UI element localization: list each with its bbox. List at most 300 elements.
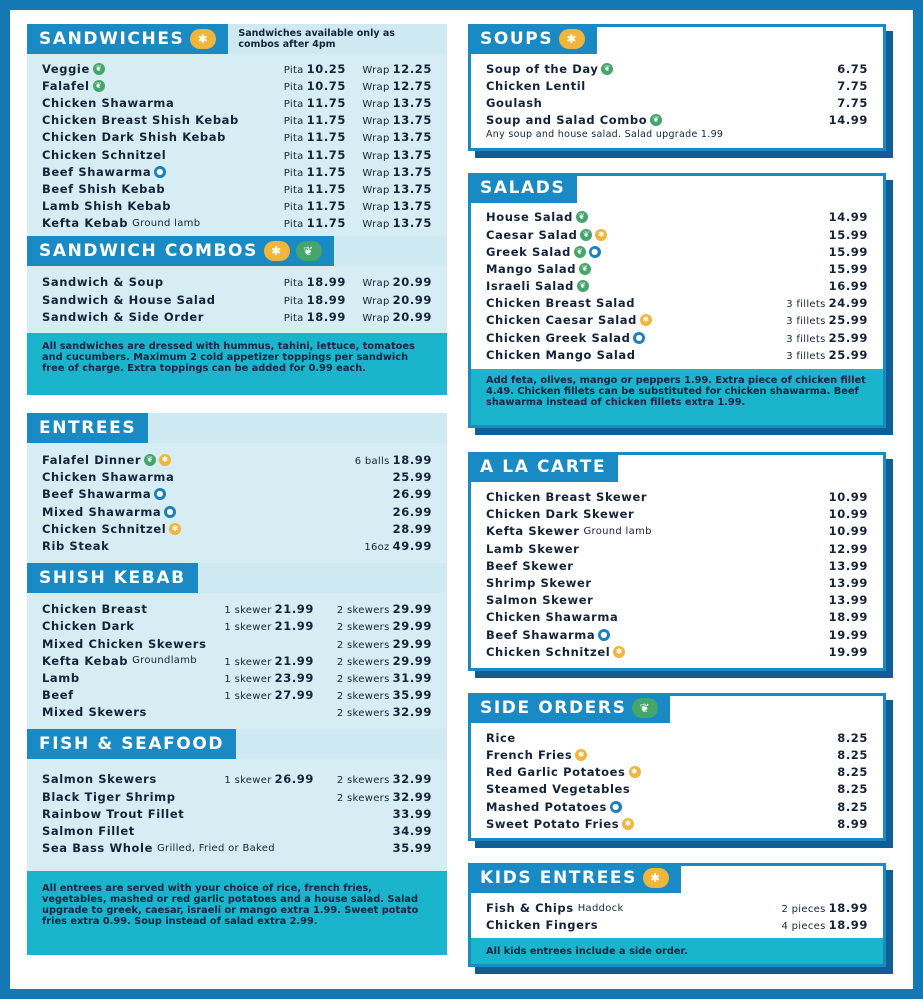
pita-price-label: Pita [283,278,304,290]
pita-price-label: Pita [283,219,304,231]
vegetarian-icon: ❦ [580,229,592,241]
sandwiches-header [27,24,447,54]
item-name [486,62,613,76]
menu-item [486,574,868,591]
item-name-text: Chicken Schnitzel [42,147,167,162]
item-price-value: 16.99 [828,279,868,294]
menu-item [42,601,432,618]
vegetarian-icon: ❦ [576,211,588,223]
item-name [42,637,207,651]
wrap-price-label: Wrap [362,295,390,307]
pita-price-label: Pita [283,64,304,76]
menu-item [42,486,432,503]
item-name-text: Lamb [42,670,80,685]
item-price-value: 24.99 [828,296,868,311]
item-price-value: 8.25 [837,748,868,763]
item-name [42,705,147,719]
wrap-price-label: Wrap [362,64,390,76]
section-title [468,173,577,203]
item-name-text: Chicken Schnitzel [486,644,611,659]
item-price [829,279,868,293]
menu-item [42,669,432,686]
item-name [42,130,226,144]
a-la-carte-header [468,452,883,482]
item-name-text: Rib Steak [42,538,110,553]
item-name-text: Fish & Chips [486,901,574,916]
menu-item [486,917,868,934]
item-price [829,576,868,590]
item-name-text: Mixed Chicken Skewers [42,636,207,651]
side-orders-section [468,693,886,841]
item-name [486,748,587,762]
one-skewer-price [210,688,314,702]
item-name [486,296,635,310]
item-name-text: Mixed Skewers [42,705,147,720]
dairy-free-icon: ● [610,801,622,813]
item-price-value: 33.99 [392,806,432,821]
header-fill [334,236,447,266]
side-orders-list [471,723,883,838]
item-name-text: Sandwich & Side Order [42,309,205,324]
item-price [393,522,432,536]
two-skewers-price [320,619,432,633]
item-price-value: 10.99 [828,524,868,539]
menu-item [486,346,868,363]
item-name-text: Chicken Breast Salad [486,296,636,311]
header-fill [236,729,447,759]
item-name-text: Chicken Lentil [486,78,586,93]
kids-entrees-section [468,863,886,966]
item-name [486,645,625,659]
item-name [42,165,166,179]
menu-item [486,781,868,798]
two-skewers-price [320,772,432,786]
gluten-free-icon: ✱ [640,314,652,326]
wrap-price-value: 20.99 [392,309,432,324]
pita-price-value: 11.75 [306,164,346,179]
item-name [42,807,184,821]
two-skewers-price-label: 2 skewers [336,792,390,804]
dairy-free-icon: ● [154,488,166,500]
item-price [393,824,432,838]
a-la-carte-list [471,482,883,668]
section-title [27,563,198,593]
item-name [486,279,589,293]
wrap-price-value: 13.75 [392,216,432,231]
one-skewer-price-label: 1 skewer [224,775,272,787]
item-name-text: Sandwich & House Salad [42,292,216,307]
item-name [486,817,634,831]
pita-price-value: 10.75 [306,78,346,93]
two-skewers-price-label: 2 skewers [336,775,390,787]
item-name-text: Salmon Skewers [42,772,157,787]
two-skewers-price-value: 29.99 [392,619,432,634]
menu-item [486,243,868,260]
item-price [829,113,868,127]
two-skewers-price [320,654,432,668]
item-price-value: 26.99 [392,504,432,519]
wrap-price-value: 13.75 [392,130,432,145]
item-name [42,216,200,230]
item-price [786,313,868,327]
wrap-price-value: 13.75 [392,164,432,179]
item-name [42,654,197,668]
fish-seafood-list [27,759,447,871]
menu-item [486,94,868,111]
item-name [486,313,652,327]
item-price-value: 49.99 [392,538,432,553]
item-price-value: 34.99 [392,824,432,839]
pita-price-value: 10.25 [306,61,346,76]
dairy-free-icon: ● [633,332,645,344]
wrap-price-label: Wrap [362,81,390,93]
item-price [786,348,868,362]
one-skewer-price-value: 21.99 [274,653,314,668]
entrees-list [27,443,447,562]
gluten-free-icon: ✱ [264,241,290,261]
item-name-text: Kefta Kebab [42,216,129,231]
item-price-value: 18.99 [392,453,432,468]
pita-price-value: 11.75 [306,181,346,196]
wrap-price [352,199,432,213]
item-price [829,262,868,276]
menu-item [486,798,868,815]
two-skewers-price-label: 2 skewers [336,708,390,720]
pita-price [262,113,346,127]
one-skewer-price-value: 26.99 [274,772,314,787]
pita-price-label: Pita [283,133,304,145]
item-name-text: Salmon Fillet [42,824,135,839]
pita-price-label: Pita [283,202,304,214]
one-skewer-price-label: 1 skewer [224,622,272,634]
menu-item [486,312,868,329]
pita-price [262,293,346,307]
section-title [27,236,334,266]
item-price-value: 28.99 [392,521,432,536]
item-price [829,210,868,224]
item-price [837,79,868,93]
item-price-value: 25.99 [392,470,432,485]
menu-item [486,815,868,832]
item-name-text: Chicken Dark [42,619,135,634]
pita-price-value: 18.99 [306,292,346,307]
item-name-text: Sea Bass Whole [42,841,153,856]
item-name [42,96,174,110]
item-name [486,559,574,573]
item-price-value: 14.99 [828,210,868,225]
menu-item [42,771,432,788]
pita-price-label: Pita [283,167,304,179]
item-name-text: Chicken Greek Salad [486,330,631,345]
item-price-value: 25.99 [828,330,868,345]
wrap-price-label: Wrap [362,167,390,179]
item-name [42,79,105,93]
menu-item [42,180,432,197]
item-name-text: Beef [42,688,74,703]
item-name-text: Chicken Breast [42,602,148,617]
item-name [486,210,588,224]
item-qty: 3 fillets [786,299,826,311]
menu-item [486,764,868,781]
item-price [837,96,868,110]
item-name [42,293,216,307]
pita-price-label: Pita [283,312,304,324]
gluten-free-icon: ✱ [190,29,216,49]
item-name [42,148,166,162]
item-name [42,487,166,501]
item-name [486,782,630,796]
two-skewers-price [320,602,432,616]
two-skewers-price [320,671,432,685]
dairy-free-icon: ● [154,166,166,178]
item-name [42,310,204,324]
item-price [829,593,868,607]
wrap-price-label: Wrap [362,116,390,128]
item-price-value: 10.99 [828,490,868,505]
item-name [42,841,275,855]
item-price [393,807,432,821]
menu-item [486,77,868,94]
menu-item [42,129,432,146]
sandwich-combos-title: SANDWICH COMBOS [39,240,258,261]
wrap-price [352,216,432,230]
vegetarian-icon: ❦ [144,454,156,466]
kids-entrees-title: KIDS ENTREES [480,868,637,889]
item-name-text: Sandwich & Soup [42,275,164,290]
item-name-text: Beef Shawarma [42,164,152,179]
item-name [486,542,579,556]
vegetarian-icon: ❦ [601,63,613,75]
one-skewer-price-label: 1 skewer [224,673,272,685]
menu-item [42,704,432,721]
item-name [42,182,165,196]
item-price-value: 35.99 [392,841,432,856]
sandwiches-section [27,24,447,395]
wrap-price [352,293,432,307]
item-name-text: Israeli Salad [486,279,575,294]
wrap-price [352,182,432,196]
item-name-text: Goulash [486,95,543,110]
item-name [486,731,516,745]
section-title [468,693,670,723]
entrees-title: ENTREES [39,418,137,439]
item-price-value: 10.99 [828,507,868,522]
item-name [486,628,610,642]
item-name-text: Chicken Dark Shish Kebab [42,130,226,145]
item-name-text: Mashed Potatoes [486,799,607,814]
item-name-text: Chicken Schnitzel [42,521,167,536]
item-price [829,507,868,521]
vegetarian-icon: ❦ [296,241,322,261]
item-price-value: 13.99 [828,575,868,590]
item-price [837,817,868,831]
menu-item [486,899,868,916]
two-skewers-price-label: 2 skewers [336,673,390,685]
item-price-value: 19.99 [828,644,868,659]
pita-price [262,62,346,76]
item-price [364,539,432,553]
menu-item [42,503,432,520]
item-name-text: Salmon Skewer [486,593,594,608]
a-la-carte-section [468,452,886,671]
dairy-free-icon: ● [589,246,601,258]
item-name [486,918,598,932]
item-name-text: Rice [486,730,516,745]
pita-price [262,96,346,110]
menu-item [486,643,868,660]
sandwiches-list [27,54,447,236]
menu-item [42,77,432,94]
two-skewers-price-label: 2 skewers [336,691,390,703]
salads-title: SALADS [480,177,566,198]
item-name-text: Kefta Kebab [42,653,129,668]
entrees-note: All entrees are served with your choice of rice, french fries, vegetables, mashed or red garlic potatoes and a house salad. Salad upgrade to greek, caesar, israeli or mango extra 1.99. Sweet potato fries extra 0.99. Soup instead of salad extra 2.99. [27,871,447,955]
item-name [486,79,586,93]
item-qty: 6 balls [354,456,390,468]
wrap-price-value: 12.75 [392,78,432,93]
item-name [486,245,601,259]
two-skewers-price-label: 2 skewers [336,605,390,617]
item-name-text: Chicken Caesar Salad [486,313,637,328]
gluten-free-icon: ✱ [613,646,625,658]
item-name [486,113,662,127]
item-qty: 3 fillets [786,350,826,362]
wrap-price-label: Wrap [362,312,390,324]
sandwich-combos-list [27,266,447,334]
one-skewer-price-label: 1 skewer [224,691,272,703]
menu-item [486,523,868,540]
menu-item [42,308,432,325]
item-name [42,522,181,536]
one-skewer-price [210,671,314,685]
item-name-text: Mixed Shawarma [42,504,162,519]
item-price [829,524,868,538]
two-skewers-price-value: 32.99 [392,789,432,804]
wrap-price-value: 20.99 [392,292,432,307]
menu-item [486,226,868,243]
item-name [42,505,176,519]
two-skewers-price-value: 32.99 [392,705,432,720]
two-skewers-price-value: 31.99 [392,670,432,685]
gluten-free-icon: ✱ [595,229,607,241]
item-price-value: 8.25 [837,730,868,745]
menu-item [42,618,432,635]
pita-price [262,216,346,230]
shish-kebab-header [27,563,447,593]
wrap-price-value: 13.75 [392,113,432,128]
item-name [486,800,622,814]
item-price [837,800,868,814]
menu-item [42,94,432,111]
two-skewers-price-label: 2 skewers [336,639,390,651]
menu-item [486,592,868,609]
item-price-value: 25.99 [828,313,868,328]
item-price-value: 18.99 [828,610,868,625]
item-name-text: Falafel [42,78,90,93]
item-name-text: House Salad [486,210,573,225]
vegetarian-icon: ❦ [93,80,105,92]
item-name [42,275,164,289]
left-column [27,24,447,955]
item-price-value: 12.99 [828,541,868,556]
section-title [27,413,148,443]
item-name-text: Chicken Fingers [486,918,599,933]
vegetarian-icon: ❦ [574,246,586,258]
salads-section [468,173,886,429]
item-subtext: Ground lamb [132,217,201,229]
item-name-text: Chicken Mango Salad [486,347,636,362]
pita-price [262,310,346,324]
item-name-text: Sweet Potato Fries [486,816,620,831]
sandwich-note: All sandwiches are dressed with hummus, tahini, lettuce, tomatoes and cucumbers. Maximum 2 cold appetizer toppings per sandwich free of charge. Extra toppings can be added for 0.99 each. [27,333,447,395]
section-title [468,452,618,482]
wrap-price-label: Wrap [362,98,390,110]
item-price [829,490,868,504]
item-name-text: Greek Salad [486,244,571,259]
item-name [42,539,109,553]
menu-item [486,729,868,746]
item-name [486,765,641,779]
vegetarian-icon: ❦ [632,698,658,718]
one-skewer-price-label: 1 skewer [224,656,272,668]
item-price [393,505,432,519]
one-skewer-price-value: 21.99 [274,602,314,617]
kids-note: All kids entrees include a side order. [471,938,883,964]
wrap-price-label: Wrap [362,278,390,290]
soups-section [468,24,886,151]
wrap-price-value: 13.75 [392,147,432,162]
item-name-text: Lamb Shish Kebab [42,199,172,214]
item-name-text: Shrimp Skewer [486,575,592,590]
item-name-text: Beef Skewer [486,558,574,573]
menu-item [486,609,868,626]
entrees-header [27,413,447,443]
wrap-price-value: 20.99 [392,275,432,290]
pita-price-value: 11.75 [306,199,346,214]
item-name-text: Red Garlic Potatoes [486,765,626,780]
vegetarian-icon: ❦ [93,63,105,75]
menu-item [486,747,868,764]
item-name [486,610,618,624]
gluten-free-icon: ✱ [169,523,181,535]
item-name [42,772,157,786]
two-skewers-price [320,790,432,804]
menu-item [42,146,432,163]
menu-item [486,626,868,643]
section-title [468,863,681,893]
vegetarian-icon: ❦ [577,280,589,292]
salads-list [471,203,883,370]
wrap-price-value: 13.75 [392,95,432,110]
menu-item [42,822,432,839]
soups-header [468,24,883,54]
pita-price-label: Pita [283,116,304,128]
item-price [837,748,868,762]
one-skewer-price-value: 21.99 [274,619,314,634]
gluten-free-icon: ✱ [159,454,171,466]
item-name [42,619,135,633]
shish-kebab-title: SHISH KEBAB [39,567,186,588]
item-name-text: French Fries [486,748,573,763]
pita-price-label: Pita [283,98,304,110]
wrap-price [352,310,432,324]
item-price-value: 13.99 [828,593,868,608]
sandwiches-title: SANDWICHES [39,29,185,49]
menu-item [486,295,868,312]
menu-item [486,506,868,523]
section-title [468,24,597,54]
item-price-value: 6.75 [837,61,868,76]
